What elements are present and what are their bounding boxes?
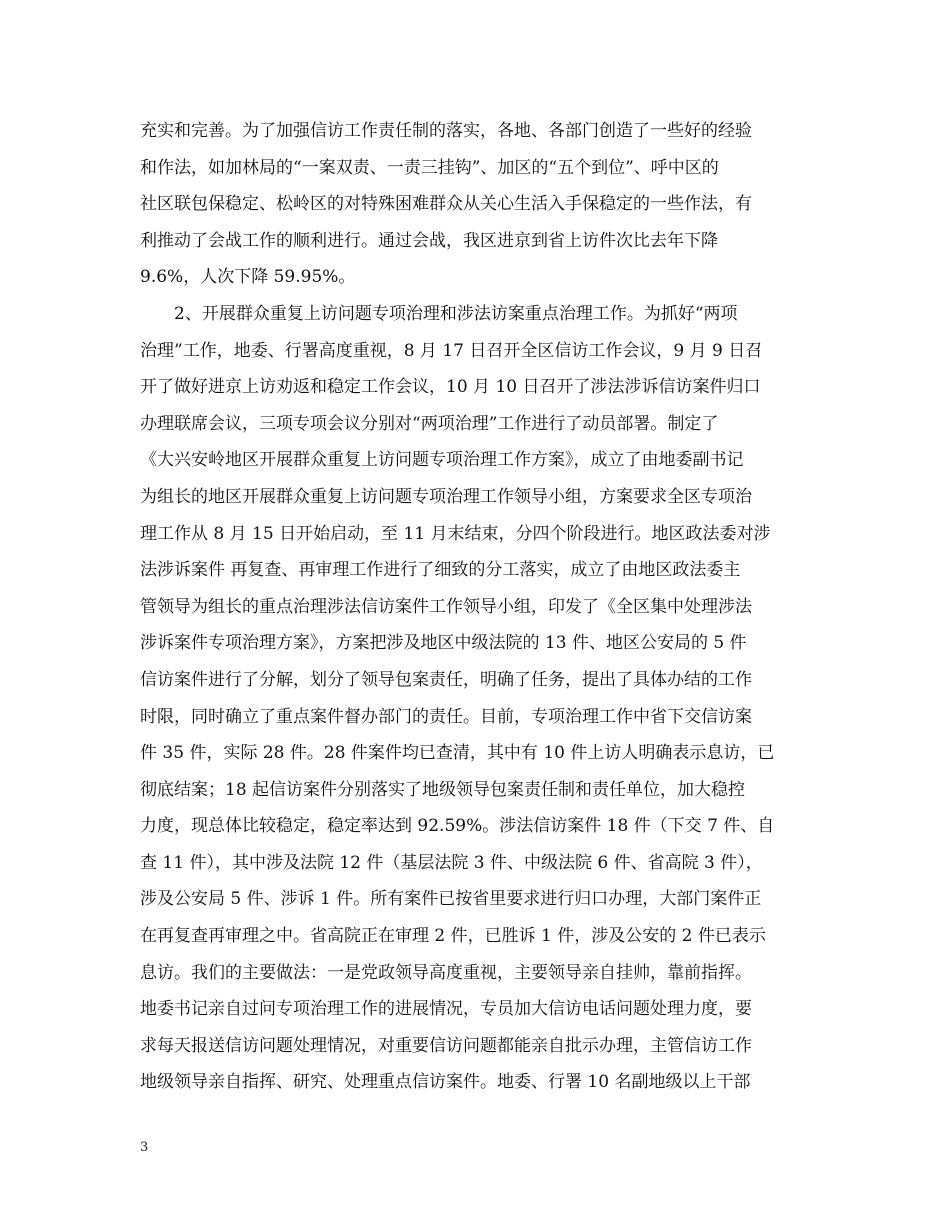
body-text — [140, 113, 812, 1101]
text-line: 2、开展群众重复上访问题专项治理和涉法访案重点治理工作。为抓好“两项 — [140, 303, 738, 324]
text-line: 《大兴安岭地区开展群众重复上访问题专项治理工作方案》，成立了由地委副书记 — [140, 450, 744, 471]
text-line: 力度，现总体比较稳定，稳定率达到 92.59%。涉法信访案件 18 件（下交 7 件、自 — [140, 816, 775, 837]
text-line: 管领导为组长的重点治理涉法信访案件工作领导小组，印发了《全区集中处理涉法 — [140, 596, 752, 617]
text-line: 件 35 件，实际 28 件。28 件案件均已查清，其中有 10 件上访人明确表示息访，已 — [140, 743, 775, 764]
text-line: 理工作从 8 月 15 日开始启动，至 11 月末结束，分四个阶段进行。地区政法委对涉 — [140, 523, 771, 544]
text-line: 治理”工作，地委、行署高度重视，8 月 17 日召开全区信访工作会议，9 月 9 日召 — [140, 340, 763, 361]
text-line: 查 11 件），其中涉及法院 12 件（基层法院 3 件、中级法院 6 件、省高院 3 件）， — [140, 852, 763, 873]
text-line: 为组长的地区开展群众重复上访问题专项治理工作领导小组，方案要求全区专项治 — [140, 486, 752, 507]
text-line: 求每天报送信访问题处理情况，对重要信访问题都能亲自批示办理，主管信访工作 — [140, 1035, 752, 1056]
text-line: 社区联包保稳定、松岭区的对特殊困难群众从关心生活入手保稳定的一些作法，有 — [140, 194, 752, 215]
text-line: 涉及公安局 5 件、涉诉 1 件。所有案件已按省里要求进行归口办理，大部门案件正 — [140, 889, 762, 910]
text-line: 利推动了会战工作的顺利进行。通过会战，我区进京到省上访件次比去年下降 — [140, 230, 718, 251]
text-line: 和作法，如加林局的“一案双责、一责三挂钩”、加区的“五个到位”、呼中区的 — [140, 157, 719, 178]
text-line: 息访。我们的主要做法：一是党政领导高度重视，主要领导亲自挂帅，靠前指挥。 — [140, 962, 752, 983]
text-line: 地级领导亲自指挥、研究、处理重点信访案件。地委、行署 10 名副地级以上干部 — [140, 1072, 751, 1093]
text-line: 地委书记亲自过问专项治理工作的进展情况，专员加大信访电话问题处理力度，要 — [140, 999, 752, 1020]
text-line: 信访案件进行了分解，划分了领导包案责任，明确了任务，提出了具体办结的工作 — [140, 669, 752, 690]
text-line: 法涉诉案件 再复查、再审理工作进行了细致的分工落实，成立了由地区政法委主 — [140, 560, 741, 581]
text-line: 时限，同时确立了重点案件督办部门的责任。目前，专项治理工作中省下交信访案 — [140, 706, 752, 727]
text-line: 在再复查再审理之中。省高院正在审理 2 件，已胜诉 1 件，涉及公安的 2 件已表示 — [140, 926, 766, 947]
page-number: 3 — [140, 1140, 149, 1155]
text-line: 充实和完善。为了加强信访工作责任制的落实，各地、各部门创造了一些好的经验 — [140, 121, 752, 141]
text-line: 办理联席会议，三项专项会议分别对“两项治理”工作进行了动员部署。制定了 — [140, 413, 719, 434]
text-line: 9.6%，人次下降 59.95%。 — [140, 267, 356, 288]
text-line: 彻底结案；18 起信访案件分别落实了地级领导包案责任制和责任单位，加大稳控 — [140, 779, 746, 800]
text-line: 开了做好进京上访劝返和稳定工作会议，10 月 10 日召开了涉法涉诉信访案件归口 — [140, 377, 761, 398]
text-line: 涉诉案件专项治理方案》，方案把涉及地区中级法院的 13 件、地区公安局的 5 件 — [140, 633, 747, 654]
